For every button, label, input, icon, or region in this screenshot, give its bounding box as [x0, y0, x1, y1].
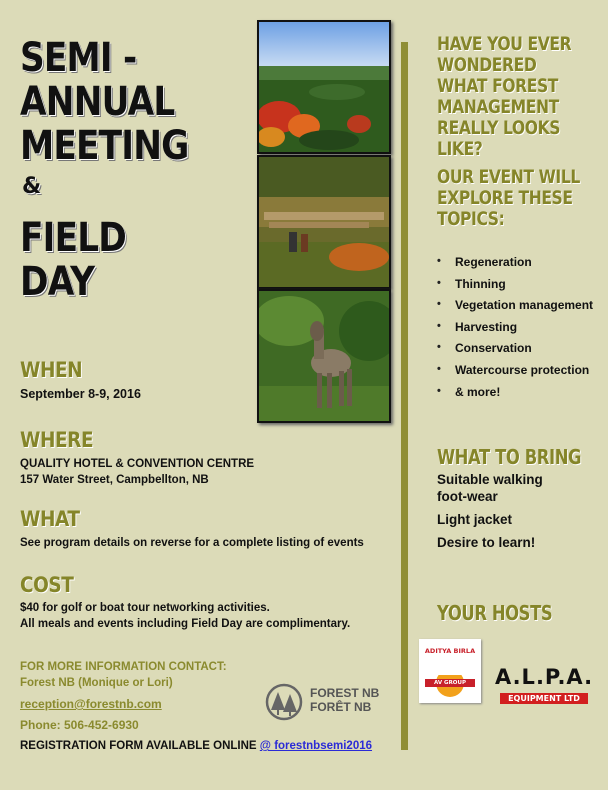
bring-item: Light jacket — [437, 512, 513, 527]
title-line-5: DAY — [20, 259, 95, 305]
aditya-birla-logo — [419, 639, 481, 703]
bring-heading: WHAT TO BRING — [437, 445, 582, 469]
what-text: See program details on reverse for a complete listing of events — [20, 537, 364, 549]
alpa-equipment-logo — [494, 666, 594, 706]
topics-heading: OUR EVENT WILL EXPLORE THESE TOPICS: — [437, 166, 580, 230]
event-title — [20, 36, 250, 304]
title-line-3: MEETING — [20, 123, 189, 169]
aditya-line-1: ADITYA BIRLA — [424, 647, 476, 655]
where-heading: WHERE — [20, 428, 94, 452]
contact-phone: Phone: 506-452-6930 — [20, 718, 139, 732]
contact-heading: FOR MORE INFORMATION CONTACT: — [20, 661, 227, 673]
cost-heading: COST — [20, 573, 74, 597]
harvest-site-photo — [257, 155, 391, 289]
column-divider — [401, 42, 408, 750]
when-heading: WHEN — [20, 358, 83, 382]
aditya-line-2: AV GROUP — [434, 680, 466, 686]
contact-email-link[interactable]: reception@forestnb.com — [20, 697, 162, 711]
topic-item: • Watercourse protection — [437, 363, 593, 385]
title-ampersand: & — [22, 174, 41, 199]
topic-item: • Conservation — [437, 341, 593, 363]
alpa-name: A.L.P.A. — [494, 665, 594, 689]
where-address: 157 Water Street, Campbellton, NB — [20, 474, 209, 486]
title-line-1: SEMI - — [20, 35, 137, 81]
topic-item: • & more! — [437, 385, 593, 407]
bring-item: Suitable walking foot-wear — [437, 472, 543, 504]
topic-item: • Regeneration — [437, 255, 593, 277]
moose-photo — [257, 289, 391, 423]
autumn-forest-illustration — [259, 22, 389, 152]
title-line-4: FIELD — [20, 215, 126, 261]
registration-link[interactable]: @ forestnbsemi2016 — [259, 740, 373, 752]
cost-line-2: All meals and events including Field Day are complimentary. — [20, 618, 351, 630]
contact-name: Forest NB (Monique or Lori) — [20, 677, 173, 689]
moose-illustration — [259, 291, 389, 421]
topics-list — [437, 255, 593, 406]
alpa-tagline: EQUIPMENT LTD — [500, 693, 588, 704]
forest-nb-logo — [264, 682, 384, 722]
autumn-forest-photo — [257, 20, 391, 154]
question-heading: HAVE YOU EVER WONDERED WHAT FOREST MANAGEMENT REALLY LOOKS LIKE? — [437, 33, 572, 160]
topic-item: • Harvesting — [437, 320, 593, 342]
cost-line-1: $40 for golf or boat tour networking activities. — [20, 602, 270, 614]
topic-item: • Thinning — [437, 277, 593, 299]
when-text: September 8-9, 2016 — [20, 387, 141, 401]
forest-nb-fr: FORÊT NB — [310, 700, 372, 714]
topic-item: • Vegetation management — [437, 298, 593, 320]
bring-item: Desire to learn! — [437, 535, 536, 550]
tree-circle-icon — [264, 682, 306, 722]
harvest-site-illustration — [259, 157, 389, 287]
registration-note — [20, 738, 372, 754]
registration-text: REGISTRATION FORM AVAILABLE ONLINE — [20, 740, 260, 752]
forest-nb-text — [310, 686, 379, 714]
where-venue: QUALITY HOTEL & CONVENTION CENTRE — [20, 458, 255, 470]
title-line-2: ANNUAL — [20, 79, 175, 125]
forest-nb-en: FOREST NB — [310, 686, 380, 700]
what-heading: WHAT — [20, 507, 80, 531]
hosts-heading: YOUR HOSTS — [437, 601, 553, 625]
